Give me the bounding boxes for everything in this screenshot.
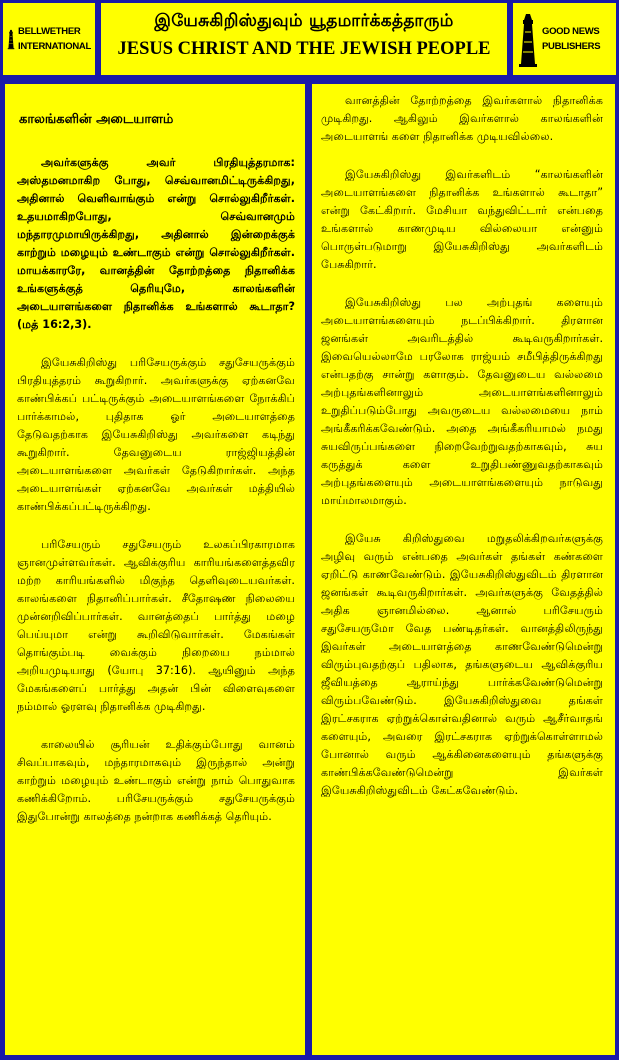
bellwether-logo [3,3,95,75]
paragraph: காலையில் சூரியன் உதிக்கும்போது வானம் சிவப்பாகவும், மந்தாரமாகவும் இருந்தால் அன்று காற்றும் மழையும் உண்டாகும் என்று நாம் பொதுவாக கணிக்கிறோம். பரிசேயருக்கும் சதுசேயருக்கும் இதுபோன்று காலத்தை நன்றாக கணிக்கத் தெரியும். [17,738,295,823]
paragraph: இயேசுகிறிஸ்து இவர்களிடம் “காலங்களின் அடையாளங்களை நிதானிக்க உங்களால் கூடாதா” என்று கேட்கிறார். மேசியா வந்துவிட்டார் என்பதை உங்களால் காணமுடிய வில்லையா என்னும் பொருள்படுமாறு இயேசுகிறிஸ்து அவர்களிடம் பேசுகிறார். [321,168,603,271]
logo-right-line2: PUBLISHERS [542,41,601,52]
paragraph: இயேசுகிறிஸ்து பரிசேயருக்கும் சதுசேயருக்கும் பிரதியுத்தரம் கூறுகிறார். அவர்களுக்கு ஏற்கனவே காண்பிக்கப் பட்டிருக்கும் அடையாளங்களை நோக்கிப் பார்க்காமல், புதிதாக ஓர் அடையாளத்தை தேடுவதற்காக இயேசுகிறிஸ்து அவர்களை கடிந்து கூறுகிறார். தேவனுடைய ராஜ்ஜியத்தின் அடையாளங்களை அவர்கள் தேடுகிறார்கள். அந்த அடையாளங்கள் ஏற்கனவே அவர்கள் மத்தியில் காண்பிக்கப்பட்டிருக்கிறது. [17,356,295,513]
scripture-quote: அவர்களுக்கு அவர் பிரதியுத்தரமாக: அஸ்தமனமாகிற போது, செவ்வானமிட்டிருக்கிறது, அதினால் வெளிவாங்கும் என்று சொல்லுகிறீர்கள். உதயமாகிறபோது, செவ்வானமும் மந்தாரமுமாயிருக்கிறது, அதினால் இன்றைக்குக் காற்றும் மழையும் உண்டாகும் என்று சொல்லுகிறீர்கள். மாயக்காரரே, வானத்தின் தோற்றத்தை நிதானிக்க உங்களுக்குத் தெரியுமே, காலங்களின் அடையாளங்களை நிதானிக்க உங்களால் கூடாதா? (மத் 16:2,3). [17,156,295,331]
lighthouse-icon [7,10,15,68]
page-header [101,3,507,75]
paragraph: பரிசேயரும் சதுசேயரும் உலகப்பிரகாரமாக ஞானமுள்ளவர்கள். ஆவிக்குரிய காரியங்களைத்தவிர மற்ற காரியங்களில் மிகுந்த தெளிவுடையவர்கள். காலங்களை நிதானிப்பார்கள். சீதோஷண நிலையை முன்னறிவிப்பார்கள். வானத்தைப் பார்த்து மழை பெய்யுமா என்று கூறிவிடுவார்கள். மேகங்கள் தொங்கும்படி வைக்கும் நிறையை நம்மால் அறியமுடியாது (யோபு 37:16). ஆயினும் அந்த மேகங்களைப் பார்த்து அதன் பின் விளைவுகளை நம்மால் ஓரளவு நிதானிக்க முடிகிறது. [17,538,295,713]
paragraph: இயேசு கிறிஸ்துவை மறுதலிக்கிறவர்களுக்கு அழிவு வரும் என்பதை அவர்கள் தங்கள் கண்களை ஏறிட்டு காணவேண்டும். இயேசுகிறிஸ்துவிடம் திரளான ஜனங்கள் கூடிவருகிறார்கள். அவர்களுக்கு வேதத்தில் அதிக ஞானமில்லை. ஆனால் பரிசேயரும் சதுசேயருமோ வேத பண்டிதர்கள். வானத்திலிருந்து இவர்கள் அடையாளத்தை காணவேண்டுமென்று விரும்புவதற்குப் பதிலாக, தங்களுடைய ஆவிக்குரிய ஜீவியத்தை ஆராய்ந்து பார்க்கவேண்டுமென்று விரும்பவேண்டும். இயேசுகிறிஸ்துவை தங்கள் இரட்சகராக ஏற்றுக்கொள்வதினால் வரும் ஆசீர்வாதங் களையும், அவரை இரட்சகராக ஏற்றுக்கொள்ளாமல் போனால் வரும் ஆக்கினைகளையும் தங்களுக்கு காண்பிக்கவேண்டுமென்று இவர்கள் இயேசுகிறிஸ்துவிடம் கேட்கவேண்டும். [321,532,603,797]
logo-left-line1: BELLWETHER [18,26,81,37]
lighthouse-icon [517,10,539,68]
paragraph: வானத்தின் தோற்றத்தை இவர்களால் நிதானிக்க முடிகிறது. ஆகிலும் இவர்களால் காலங்களின் அடையாளங் களை நிதானிக்க முடியவில்லை. [321,94,603,143]
good-news-logo [513,3,616,75]
left-column [5,84,305,1055]
logo-left-line2: INTERNATIONAL [18,41,91,52]
right-column [312,84,615,1055]
paragraph: இயேசுகிறிஸ்து பல அற்புதங் களையும் அடையாளங்களையும் நடப்பிக்கிறார். திரளான ஜனங்கள் அவரிடத்தில் கூடிவருகிறார்கள். இவையெல்லாமே பரலோக ராஜ்யம் சமீபித்திருக்கிறது என்பதற்கு சான்று களாகும். தேவனுடைய வல்லமை அற்புதங்களினாலும் அடையாளங்களினாலும் உறுதிப்படும்போது அவருடைய வல்லமையை நாம் அங்கீகரிக்கவேண்டும். அதை அங்கீகரியாமல் நமது சுயவிருப்பங்களை நிறைவேற்றுவதற்காகவும், சுய கருத்துக் களை உறுதிபண்ணுவதற்காகவும் அற்புதங்களையும் அடையாளங்களையும் நாடுவது மாய்மாலமாகும். [321,296,603,507]
section-title: காலங்களின் அடையாளம் [19,112,174,127]
logo-right-line1: GOOD NEWS [542,26,600,37]
tamil-title: இயேசுகிறிஸ்துவும் யூதமார்க்கத்தாரும் [154,11,454,31]
english-title: JESUS CHRIST AND THE JEWISH PEOPLE [117,39,491,59]
